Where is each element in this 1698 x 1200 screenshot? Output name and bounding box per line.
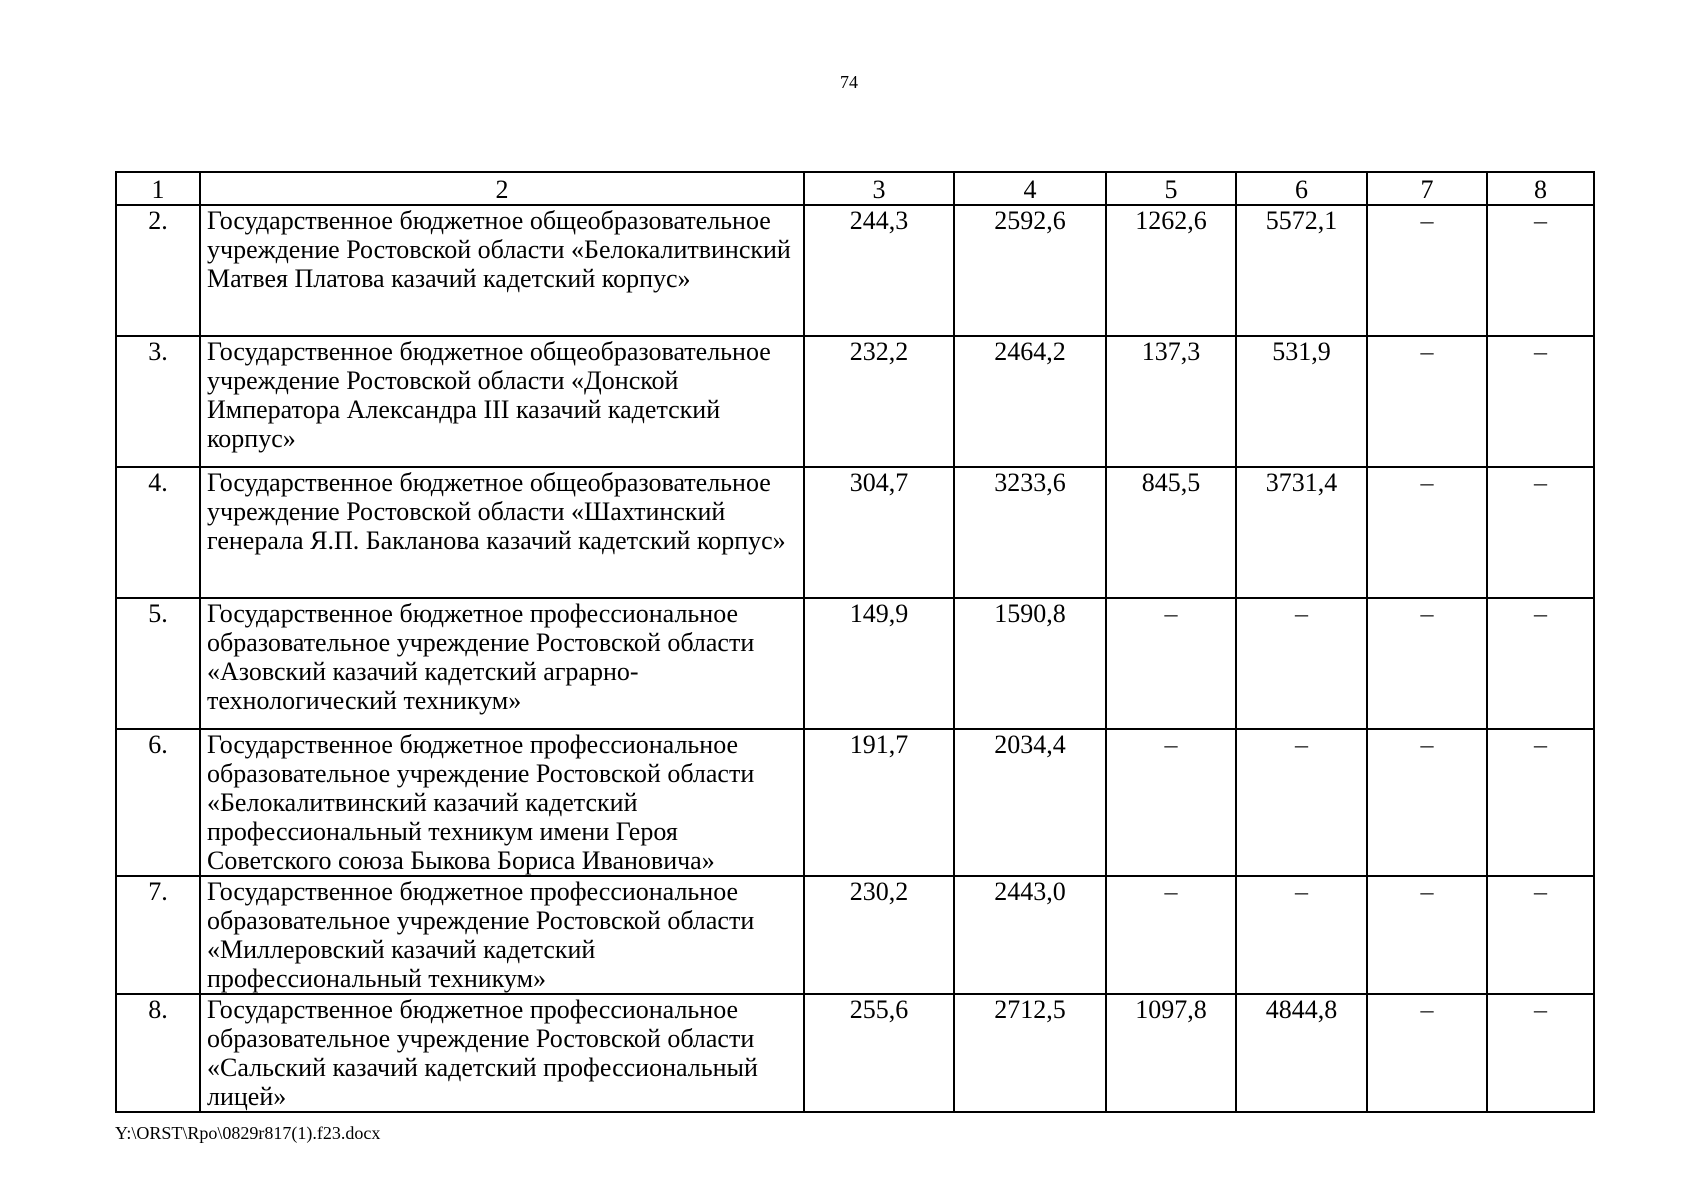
cell-col7: – <box>1367 994 1487 1112</box>
column-header: 6 <box>1236 172 1367 205</box>
row-number: 4. <box>116 467 200 598</box>
cell-col6: 4844,8 <box>1236 994 1367 1112</box>
cell-col5: – <box>1106 598 1236 729</box>
data-table <box>115 171 1595 1113</box>
row-number: 8. <box>116 994 200 1112</box>
cell-col4: 2443,0 <box>954 876 1106 994</box>
cell-col8: – <box>1487 467 1594 598</box>
cell-col3: 304,7 <box>804 467 954 598</box>
cell-col7: – <box>1367 598 1487 729</box>
cell-col8: – <box>1487 994 1594 1112</box>
cell-col4: 2592,6 <box>954 205 1106 336</box>
column-header: 5 <box>1106 172 1236 205</box>
file-path-footer: Y:\ORST\Rpo\0829r817(1).f23.docx <box>115 1123 381 1143</box>
cell-col5: 1097,8 <box>1106 994 1236 1112</box>
row-number: 6. <box>116 729 200 876</box>
cell-col7: – <box>1367 336 1487 467</box>
cell-col8: – <box>1487 598 1594 729</box>
cell-col8: – <box>1487 336 1594 467</box>
cell-col4: 1590,8 <box>954 598 1106 729</box>
table-header-row <box>116 172 1594 205</box>
cell-col6: 531,9 <box>1236 336 1367 467</box>
cell-col7: – <box>1367 729 1487 876</box>
column-header: 3 <box>804 172 954 205</box>
table-row <box>116 876 1594 994</box>
cell-col4: 2034,4 <box>954 729 1106 876</box>
table-row <box>116 729 1594 876</box>
cell-col3: 244,3 <box>804 205 954 336</box>
row-number: 7. <box>116 876 200 994</box>
cell-col8: – <box>1487 876 1594 994</box>
institution-name: Государственное бюджетное профессиональное образовательное учреждение Ростовской области «Белокалитвинский казачий кадетский профессиональный техникум имени Героя Советского союза Быкова Бориса Ивановича» <box>200 729 804 876</box>
row-number: 5. <box>116 598 200 729</box>
column-header: 7 <box>1367 172 1487 205</box>
cell-col3: 232,2 <box>804 336 954 467</box>
column-header: 2 <box>200 172 804 205</box>
cell-col4: 2712,5 <box>954 994 1106 1112</box>
cell-col5: – <box>1106 729 1236 876</box>
cell-col7: – <box>1367 205 1487 336</box>
cell-col5: 1262,6 <box>1106 205 1236 336</box>
institution-name: Государственное бюджетное профессиональное образовательное учреждение Ростовской области «Азовский казачий кадетский аграрно-технологический техникум» <box>200 598 804 729</box>
institution-name: Государственное бюджетное профессиональное образовательное учреждение Ростовской области «Миллеровский казачий кадетский профессиональный техникум» <box>200 876 804 994</box>
cell-col6: – <box>1236 729 1367 876</box>
page-number: 74 <box>840 72 858 92</box>
table-row <box>116 994 1594 1112</box>
cell-col3: 191,7 <box>804 729 954 876</box>
cell-col6: – <box>1236 876 1367 994</box>
cell-col8: – <box>1487 729 1594 876</box>
column-header: 8 <box>1487 172 1594 205</box>
cell-col3: 255,6 <box>804 994 954 1112</box>
cell-col4: 2464,2 <box>954 336 1106 467</box>
cell-col7: – <box>1367 467 1487 598</box>
row-number: 3. <box>116 336 200 467</box>
column-header: 4 <box>954 172 1106 205</box>
institution-name: Государственное бюджетное общеобразовательное учреждение Ростовской области «Белокалитвинский Матвея Платова казачий кадетский корпус» <box>200 205 804 336</box>
institution-name: Государственное бюджетное общеобразовательное учреждение Ростовской области «Шахтинский генерала Я.П. Бакланова казачий кадетский корпус» <box>200 467 804 598</box>
table-row <box>116 336 1594 467</box>
institution-name: Государственное бюджетное общеобразовательное учреждение Ростовской области «Донской Императора Александра III казачий кадетский корпус» <box>200 336 804 467</box>
cell-col5: 845,5 <box>1106 467 1236 598</box>
cell-col3: 149,9 <box>804 598 954 729</box>
cell-col7: – <box>1367 876 1487 994</box>
cell-col5: 137,3 <box>1106 336 1236 467</box>
cell-col6: – <box>1236 598 1367 729</box>
row-number: 2. <box>116 205 200 336</box>
cell-col6: 3731,4 <box>1236 467 1367 598</box>
table-row <box>116 598 1594 729</box>
cell-col4: 3233,6 <box>954 467 1106 598</box>
column-header: 1 <box>116 172 200 205</box>
institution-name: Государственное бюджетное профессиональное образовательное учреждение Ростовской области «Сальский казачий кадетский профессиональный лицей» <box>200 994 804 1112</box>
table-row <box>116 205 1594 336</box>
cell-col8: – <box>1487 205 1594 336</box>
cell-col5: – <box>1106 876 1236 994</box>
cell-col3: 230,2 <box>804 876 954 994</box>
cell-col6: 5572,1 <box>1236 205 1367 336</box>
table-row <box>116 467 1594 598</box>
